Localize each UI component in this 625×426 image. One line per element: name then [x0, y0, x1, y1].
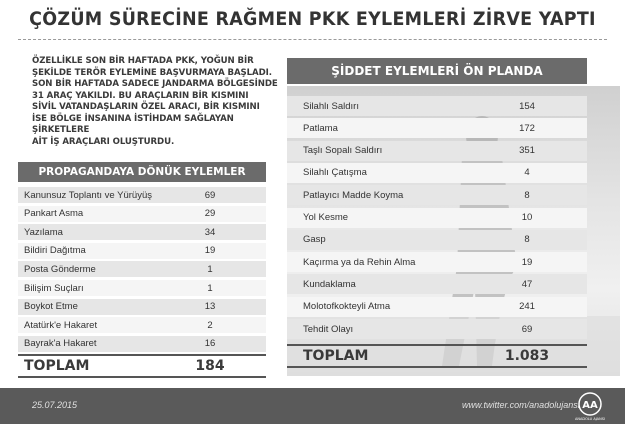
violence-table: [287, 58, 620, 378]
svg-text:AA: AA: [582, 400, 598, 411]
row-value: 34: [204, 226, 216, 238]
row-label: Silahlı Saldırı: [303, 100, 359, 112]
row-value: 8: [524, 234, 530, 246]
table-row: [18, 317, 266, 333]
row-label: Yol Kesme: [303, 212, 349, 223]
table-row: [287, 185, 587, 205]
table-row: [18, 243, 266, 259]
table-row: [287, 96, 587, 116]
row-value: 29: [204, 208, 216, 220]
footer-date: 25.07.2015: [32, 400, 78, 410]
table-row: [287, 141, 587, 161]
row-value: 8: [524, 189, 530, 201]
table-row: [18, 280, 266, 296]
violence-total-label: TOPLAM: [303, 348, 369, 364]
row-label: Bilişim Suçları: [24, 282, 84, 294]
row-value: 10: [521, 212, 533, 223]
row-value: 2: [207, 319, 213, 331]
row-label: Kaçırma ya da Rehin Alma: [303, 256, 416, 268]
anadolu-logo-icon: [575, 391, 605, 421]
propaganda-table-header: [18, 162, 266, 182]
row-label: Yazılama: [24, 226, 63, 238]
row-value: 1: [207, 263, 213, 275]
row-label: Taşlı Sopalı Saldırı: [303, 145, 383, 157]
intro-line: ŞEKİLDE TERÖR EYLEMİNE BAŞVURMAYA BAŞLADI.: [32, 67, 272, 78]
row-value: 154: [519, 100, 535, 112]
row-label: Patlayıcı Madde Koyma: [303, 189, 404, 201]
row-value: 241: [519, 301, 535, 313]
row-label: Molotofkokteyli Atma: [303, 301, 391, 313]
row-label: Atatürk'e Hakaret: [24, 319, 98, 331]
intro-line: SİVİL VATANDAŞLARIN ÖZEL ARACI, BİR KISMINI: [32, 102, 260, 112]
title-divider: [18, 39, 607, 40]
row-value: 4: [524, 167, 530, 179]
row-label: Posta Gönderme: [24, 263, 96, 275]
intro-line: AİT İŞ ARAÇLARI OLUŞTURDU.: [32, 136, 175, 147]
row-value: 69: [204, 189, 216, 201]
row-label: Kundaklama: [303, 278, 356, 290]
intro-line: SON BİR HAFTADA SADECE JANDARMA BÖLGESİNDE: [32, 79, 278, 89]
row-value: 351: [519, 145, 535, 157]
intro-line: 31 ARAÇ YAKILDI. BU ARAÇLARIN BİR KISMINI: [32, 90, 249, 101]
intro-line: İSE BÖLGE İNSANINA İSTİHDAM SAĞLAYAN ŞİRKETLERE: [32, 113, 234, 135]
row-value: 47: [521, 278, 533, 290]
table-row: [18, 224, 266, 240]
row-label: Bayrak'a Hakaret: [24, 338, 97, 350]
table-row: [287, 163, 587, 183]
propaganda-table-title: PROPAGANDAYA DÖNÜK EYLEMLER: [38, 166, 246, 178]
propaganda-total-label: TOPLAM: [24, 358, 90, 374]
table-row: [287, 230, 587, 250]
violence-table-title: ŞİDDET EYLEMLERİ ÖN PLANDA: [331, 64, 543, 78]
table-row: [18, 187, 266, 203]
propaganda-total-value: 184: [195, 358, 225, 374]
table-row: [18, 206, 266, 222]
row-label: Bildiri Dağıtma: [24, 245, 86, 257]
table-row: [18, 261, 266, 277]
table-row: [18, 299, 266, 315]
row-label: Tehdit Olayı: [303, 323, 354, 335]
table-row: [287, 118, 587, 138]
table-row: [287, 252, 587, 272]
propaganda-total-row: [18, 354, 266, 378]
violence-table-header: [287, 58, 587, 84]
table-row: [287, 208, 587, 228]
row-value: 1: [207, 282, 213, 294]
row-value: 69: [521, 323, 533, 335]
violence-total-value: 1.083: [504, 348, 550, 364]
row-value: 13: [204, 301, 216, 313]
row-value: 16: [204, 338, 216, 350]
row-label: Silahlı Çatışma: [303, 167, 367, 179]
row-value: 172: [519, 122, 535, 134]
row-label: Gasp: [303, 234, 326, 246]
row-value: 19: [204, 245, 216, 257]
table-row: [287, 319, 587, 339]
row-label: Kanunsuz Toplantı ve Yürüyüş: [24, 189, 152, 201]
intro-paragraph: [32, 56, 282, 148]
row-label: Pankart Asma: [24, 208, 84, 220]
intro-line: ÖZELLİKLE SON BİR HAFTADA PKK, YOĞUN BİR: [32, 56, 254, 66]
row-label: Boykot Etme: [24, 301, 78, 313]
propaganda-table: [18, 162, 266, 380]
violence-total-row: [287, 344, 587, 368]
row-label: Patlama: [303, 122, 338, 134]
row-value: 19: [521, 256, 533, 268]
page-title: ÇÖZÜM SÜRECİNE RAĞMEN PKK EYLEMLERİ ZİRVE YAPTI: [29, 8, 596, 30]
table-row: [18, 336, 266, 352]
footer-bar: [0, 388, 625, 424]
svg-text:ANADOLU AJANSI: ANADOLU AJANSI: [575, 417, 605, 421]
footer-twitter-link[interactable]: www.twitter.com/anadolujansi: [462, 400, 580, 410]
table-row: [287, 297, 587, 317]
table-row: [287, 274, 587, 294]
